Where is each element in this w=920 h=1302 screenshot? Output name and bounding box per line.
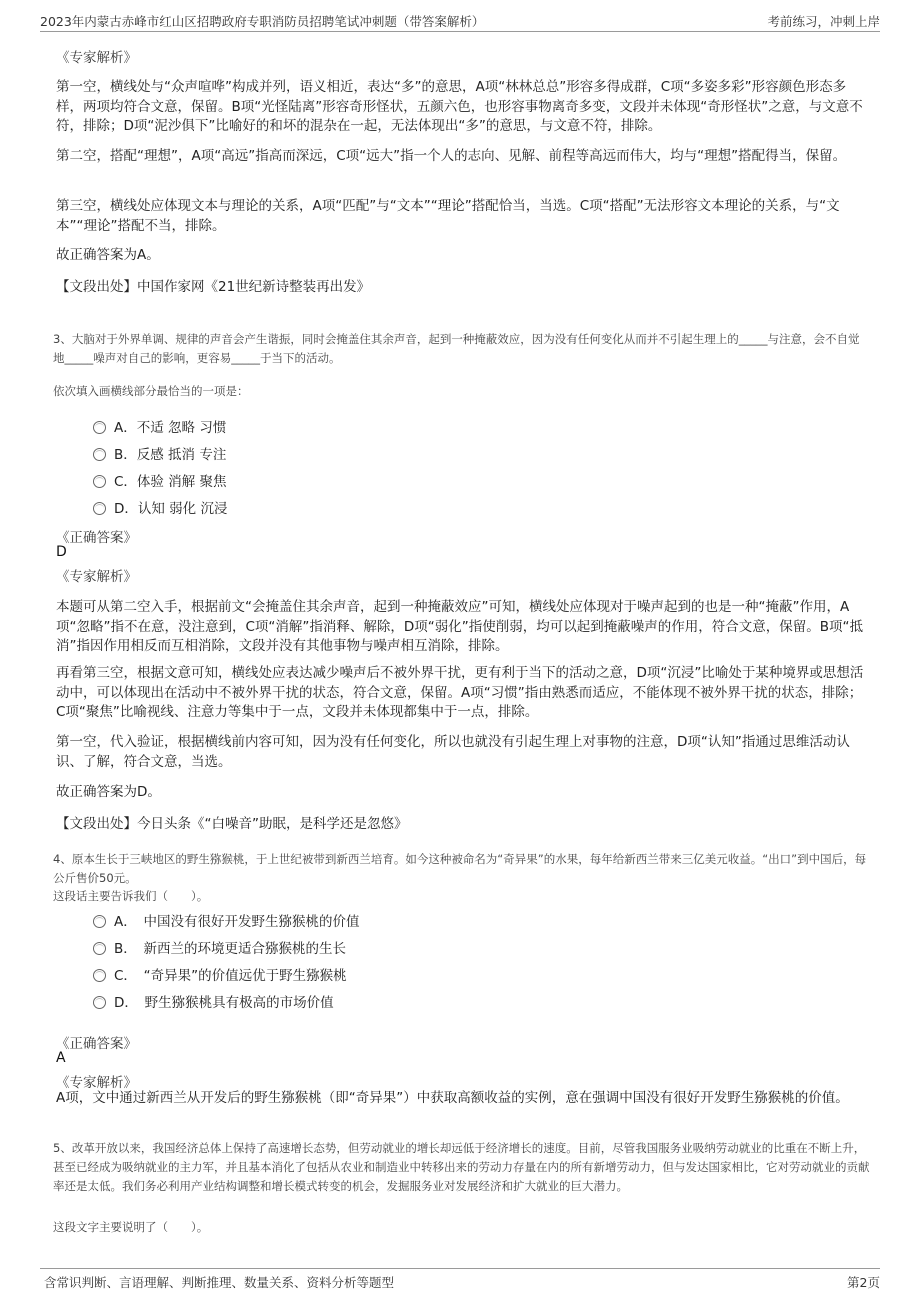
option-label: C．体验 消解 聚焦 (114, 474, 227, 490)
q3-option-b[interactable] (93, 443, 226, 463)
q3-analysis-paragraph-2: 再看第三空，根据文意可知，横线处应表达减少噪声后不被外界干扰，更有利于当下的活动之意，D项“沉浸”比喻处于某种境界或思想活动中，可以体现出在活动中不被外界干扰的状态，符合文意，保留。A项“习惯”指由熟悉而适应，不能体现不被外界干扰的状态，排除；C项“聚焦”比喻视线、注意力等集中于一点，文段并未体现都集中于一点，排除。 (56, 665, 864, 720)
option-label: B． 新西兰的环境更适合猕猴桃的生长 (114, 941, 347, 957)
radio-icon[interactable] (93, 475, 106, 488)
page-header (40, 10, 880, 32)
q4-option-a[interactable] (93, 910, 360, 930)
q3-prompt: 依次填入画横线部分最恰当的一项是： (53, 384, 249, 398)
q3-answer-label: 《正确答案》 (56, 530, 137, 546)
q2-analysis-paragraph-2: 第二空，搭配“理想”，A项“高远”指高而深远，C项“远大”指一个人的志向、见解、前程等高远而伟大，均与“理想”搭配得当，保留。 (56, 148, 847, 164)
radio-icon[interactable] (93, 502, 106, 515)
q3-analysis-paragraph-3: 第一空，代入验证，根据横线前内容可知，因为没有任何变化，所以也就没有引起生理上对事物的注意，D项“认知”指通过思维活动认识、了解，符合文意，当选。 (56, 734, 850, 770)
footer-categories: 含常识判断、言语理解、判断推理、数量关系、资料分析等题型 (44, 1275, 395, 1290)
q4-prompt: 这段话主要告诉我们（ ）。 (53, 889, 209, 903)
page-footer (40, 1268, 880, 1290)
q4-answer: A (56, 1050, 66, 1066)
q3-analysis-paragraph-1: 本题可从第二空入手，根据前文“会掩盖住其余声音，起到一种掩蔽效应”可知，横线处应体现对于噪声起到的也是一种“掩蔽”作用，A项“忽略”指不在意，没注意到，C项“消解”指消释、解除，D项“弱化”指使削弱，均可以起到掩蔽噪声的作用，符合文意，保留。B项“抵消”指因作用相反而互相消除，文段并没有其他事物与噪声相互消除，排除。 (56, 599, 864, 654)
q4-option-b[interactable] (93, 937, 346, 957)
option-label: A．不适 忽略 习惯 (114, 420, 227, 436)
q3-option-c[interactable] (93, 470, 227, 490)
q2-analysis-paragraph-3: 第三空，横线处应体现文本与理论的关系，A项“匹配”与“文本”“理论”搭配恰当，当选。C项“搭配”无法形容文本理论的关系，与“文本”“理论”搭配不当，排除。 (56, 198, 840, 234)
q2-analysis-label: 《专家解析》 (56, 50, 137, 66)
radio-icon[interactable] (93, 915, 106, 928)
q4-analysis: A项，文中通过新西兰从开发后的野生猕猴桃（即“奇异果”）中获取高额收益的实例，意在强调中国没有很好开发野生猕猴桃的价值。 (56, 1090, 849, 1106)
q5-prompt: 这段文字主要说明了（ ）。 (53, 1220, 209, 1234)
q4-option-d[interactable] (93, 991, 334, 1011)
option-label: A． 中国没有很好开发野生猕猴桃的价值 (114, 914, 360, 930)
radio-icon[interactable] (93, 448, 106, 461)
radio-icon[interactable] (93, 996, 106, 1009)
option-label: B．反感 抵消 专注 (114, 447, 227, 463)
q2-analysis-paragraph-1: 第一空，横线处与“众声喧哗”构成并列，语义相近，表达“多”的意思，A项“林林总总”形容多得成群，C项“多姿多彩”形容颜色形态多样，两项均符合文意，保留。B项“光怪陆离”形容奇形怪状，五颜六色，也形容事物离奇多变，文段并未体现“奇形怪状”之意，与文意不符，排除；D项“泥沙俱下”比喻好的和坏的混杂在一起，无法体现出“多”的意思，与文意不符，排除。 (56, 79, 863, 134)
q3-source: 【文段出处】今日头条《“白噪音”助眠，是科学还是忽悠》 (56, 816, 408, 832)
q2-source: 【文段出处】中国作家网《21世纪新诗整装再出发》 (56, 279, 371, 295)
option-label: D． 野生猕猴桃具有极高的市场价值 (114, 995, 334, 1011)
q5-stem: 5、改革开放以来，我国经济总体上保持了高速增长态势，但劳动就业的增长却远低于经济增长的速度。目前，尽管我国服务业吸纳劳动就业的比重在不断上升，甚至已经成为吸纳就业的主力军，并且基本消化了包括从农业和制造业中转移出来的劳动力存量在内的所有新增劳动力，但与发达国家相比，它对劳动就业的贡献率还是太低。我们务必利用产业结构调整和增长模式转变的机会，发掘服务业对发展经济和扩大就业的巨大潜力。 (53, 1141, 870, 1193)
radio-icon[interactable] (93, 942, 106, 955)
q3-option-d[interactable] (93, 497, 227, 517)
radio-icon[interactable] (93, 421, 106, 434)
q4-analysis-label: 《专家解析》 (56, 1075, 137, 1091)
q4-answer-label: 《正确答案》 (56, 1036, 137, 1052)
page-number: 第2页 (847, 1275, 880, 1290)
q2-conclusion: 故正确答案为A。 (56, 247, 160, 263)
document-title: 2023年内蒙古赤峰市红山区招聘政府专职消防员招聘笔试冲刺题（带答案解析） (40, 14, 485, 29)
q4-option-c[interactable] (93, 964, 347, 984)
header-tagline: 考前练习，冲刺上岸 (767, 14, 880, 29)
q3-analysis-label: 《专家解析》 (56, 569, 137, 585)
q3-conclusion: 故正确答案为D。 (56, 784, 161, 800)
q3-stem: 3、大脑对于外界单调、规律的声音会产生谐振，同时会掩盖住其余声音，起到一种掩蔽效应，因为没有任何变化从而并不引起生理上的_____与注意，会不自觉地_____噪声对自己的影响，更容易_____于当下的活动。 (53, 332, 860, 365)
q3-option-a[interactable] (93, 416, 226, 436)
option-label: D．认知 弱化 沉浸 (114, 501, 228, 517)
radio-icon[interactable] (93, 969, 106, 982)
option-label: C． “奇异果”的价值远优于野生猕猴桃 (114, 968, 347, 984)
q3-answer: D (56, 544, 67, 560)
q4-stem: 4、原本生长于三峡地区的野生猕猴桃，于上世纪被带到新西兰培育。如今这种被命名为“奇异果”的水果，每年给新西兰带来三亿美元收益。“出口”到中国后，每公斤售价50元。 (53, 852, 867, 885)
